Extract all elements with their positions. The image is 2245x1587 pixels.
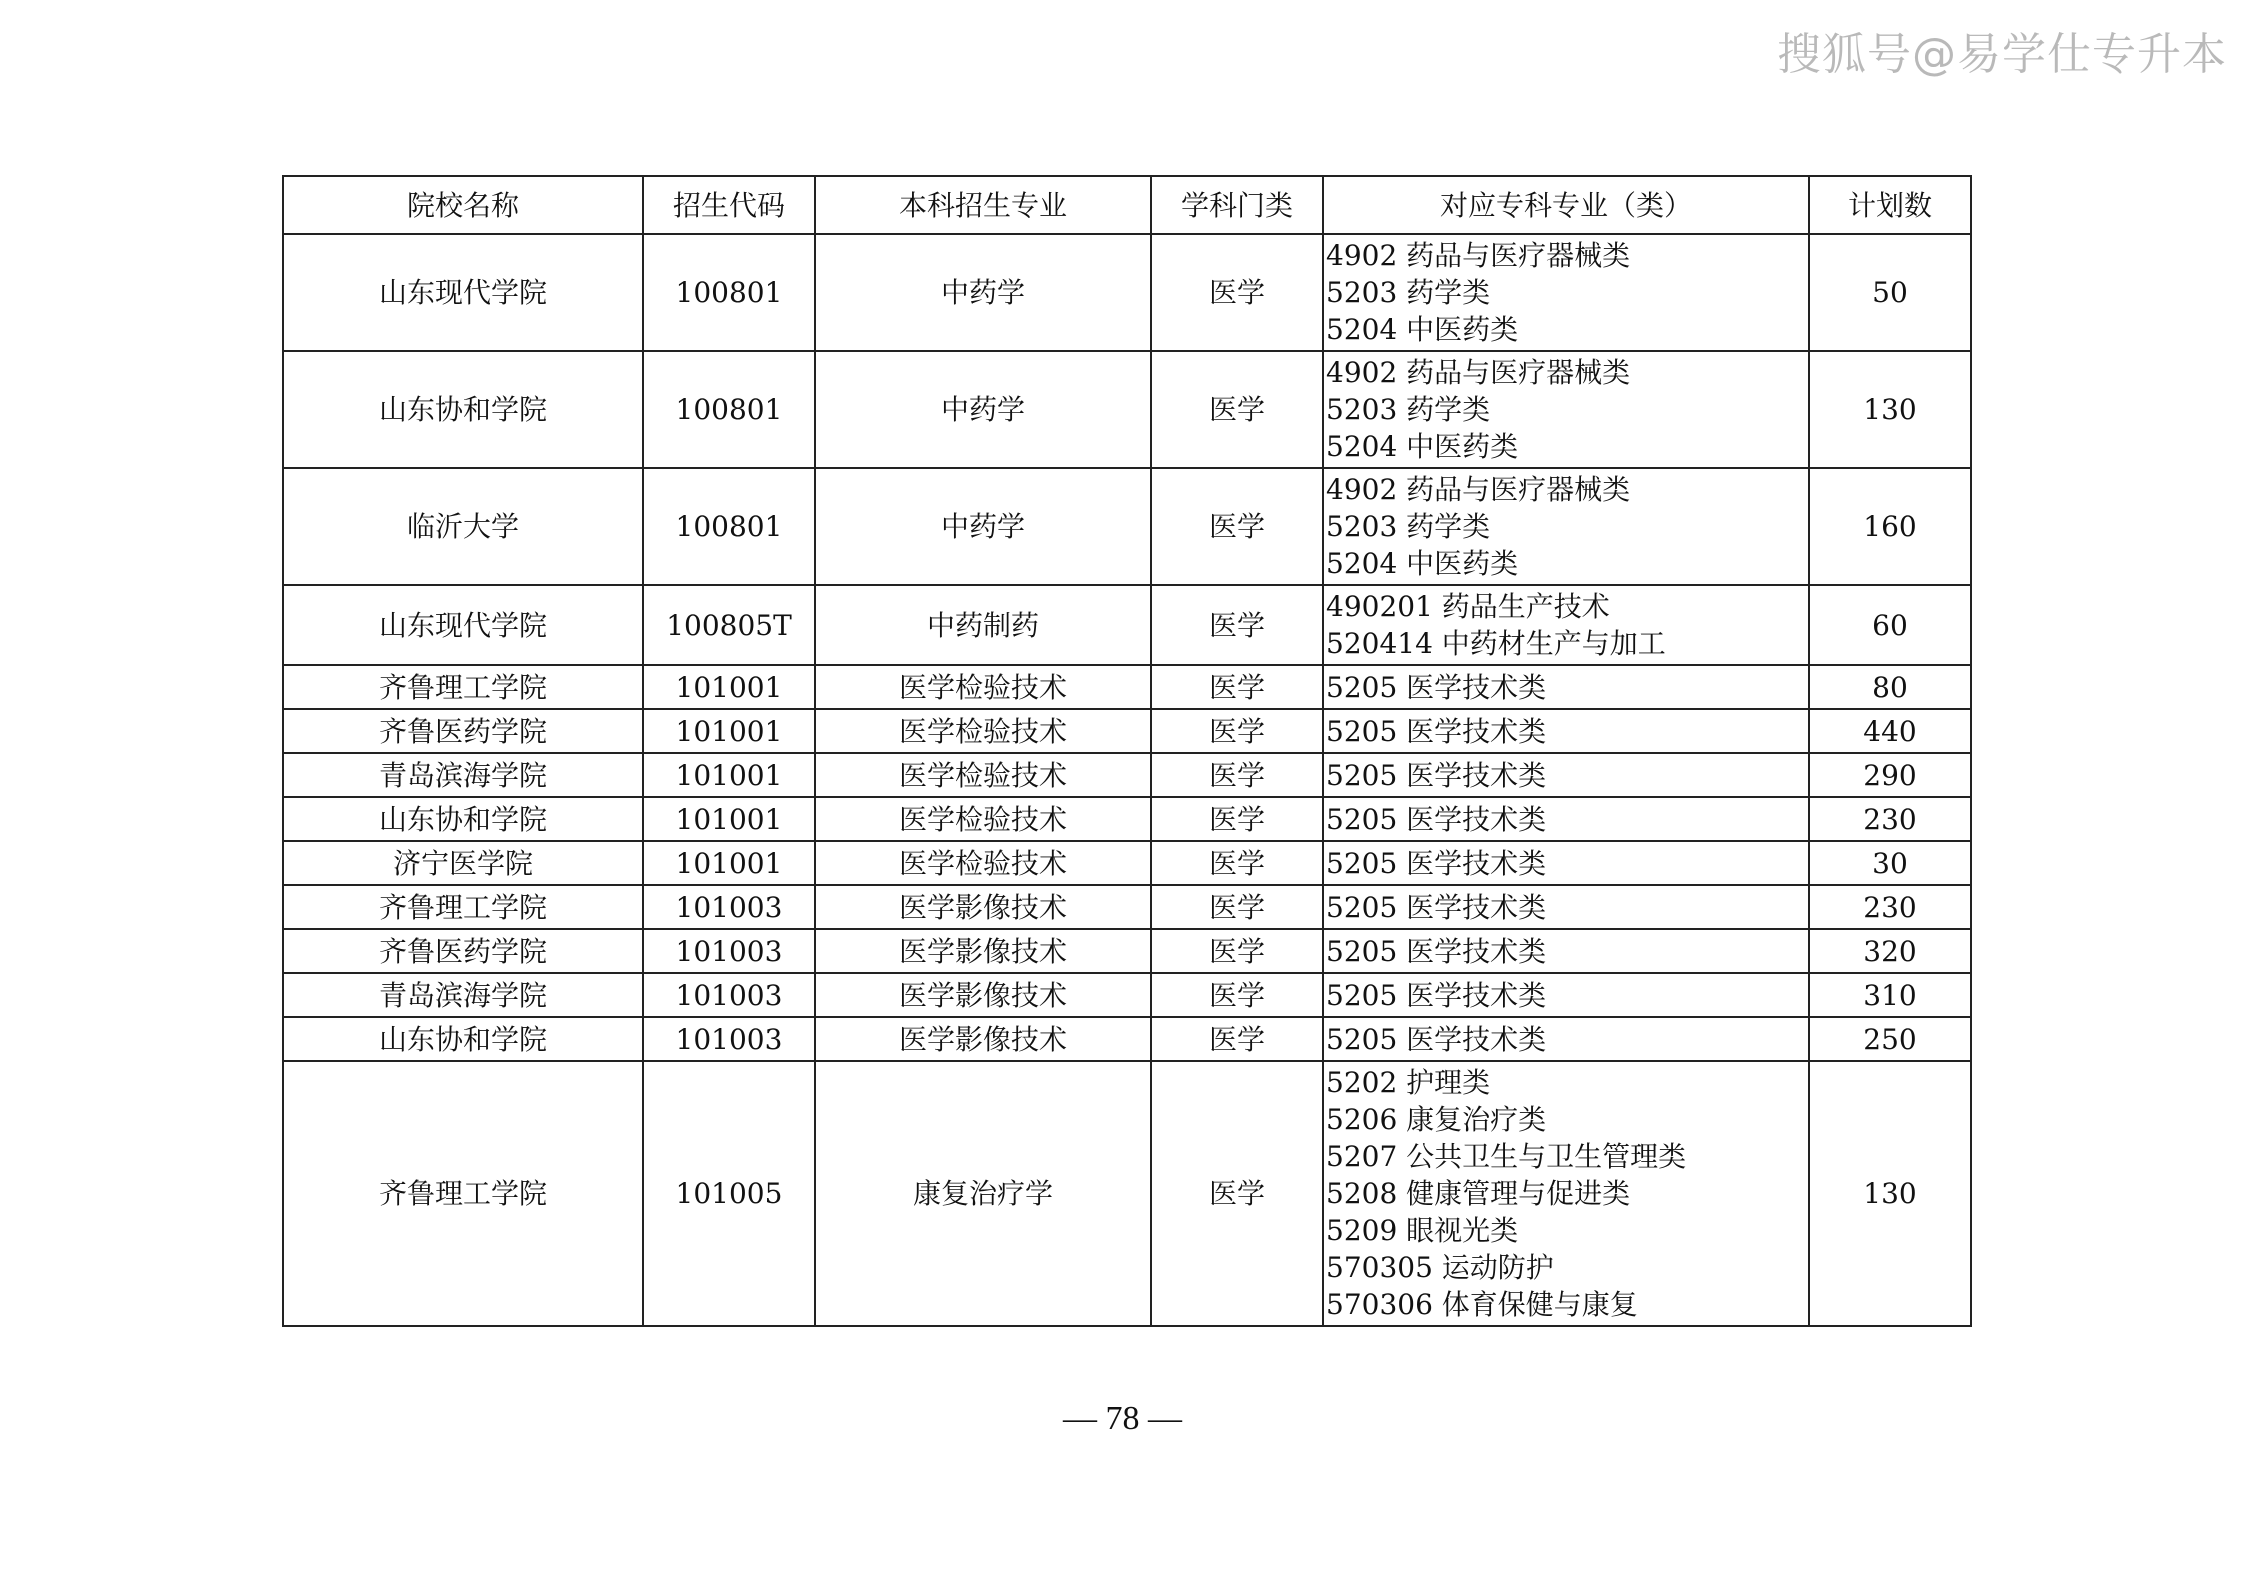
vocational-major-item: 5205 医学技术类	[1326, 846, 1547, 880]
header-plan: 计划数	[1809, 176, 1971, 234]
table-row	[283, 929, 1971, 973]
major-cell: 中药学	[815, 351, 1151, 468]
category-cell: 医学	[1151, 797, 1323, 841]
page-number: — 78 —	[1063, 1400, 1182, 1437]
vocational-majors-cell	[1323, 885, 1809, 929]
vocational-majors-cell	[1323, 797, 1809, 841]
category-cell: 医学	[1151, 709, 1323, 753]
vocational-major-item: 5207 公共卫生与卫生管理类	[1326, 1140, 1687, 1173]
school-cell: 齐鲁医药学院	[283, 929, 643, 973]
code-cell: 101003	[643, 973, 815, 1017]
major-cell: 医学检验技术	[815, 753, 1151, 797]
table-row	[283, 797, 1971, 841]
category-cell: 医学	[1151, 973, 1323, 1017]
vocational-major-item: 5208 健康管理与促进类	[1326, 1177, 1631, 1210]
code-cell: 101001	[643, 753, 815, 797]
school-cell: 齐鲁理工学院	[283, 885, 643, 929]
vocational-major-item: 5203 药学类	[1326, 393, 1491, 426]
plan-cell: 250	[1809, 1017, 1971, 1061]
header-vocational-majors: 对应专科专业（类）	[1323, 176, 1809, 234]
plan-cell: 130	[1809, 351, 1971, 468]
vocational-majors-cell	[1323, 351, 1809, 468]
code-cell: 101003	[643, 1017, 815, 1061]
plan-cell: 310	[1809, 973, 1971, 1017]
table-header-row	[283, 176, 1971, 234]
table-row	[283, 468, 1971, 585]
school-cell: 齐鲁理工学院	[283, 1061, 643, 1326]
vocational-majors-cell	[1323, 709, 1809, 753]
plan-cell: 230	[1809, 885, 1971, 929]
code-cell: 100801	[643, 351, 815, 468]
vocational-major-item: 5203 药学类	[1326, 510, 1491, 543]
code-cell: 101005	[643, 1061, 815, 1326]
code-cell: 100801	[643, 234, 815, 351]
vocational-major-item: 5205 医学技术类	[1326, 1022, 1547, 1056]
vocational-major-item: 570305 运动防护	[1326, 1251, 1554, 1284]
table-row	[283, 1061, 1971, 1326]
vocational-major-item: 570306 体育保健与康复	[1326, 1288, 1638, 1321]
category-cell: 医学	[1151, 753, 1323, 797]
school-cell: 山东协和学院	[283, 797, 643, 841]
table-row	[283, 351, 1971, 468]
category-cell: 医学	[1151, 468, 1323, 585]
code-cell: 100805T	[643, 585, 815, 665]
vocational-major-item: 4902 药品与医疗器械类	[1326, 473, 1631, 506]
enrollment-table	[282, 175, 1972, 1327]
code-cell: 101003	[643, 929, 815, 973]
major-cell: 中药学	[815, 234, 1151, 351]
vocational-major-item: 520414 中药材生产与加工	[1326, 627, 1666, 660]
major-cell: 中药制药	[815, 585, 1151, 665]
header-code: 招生代码	[643, 176, 815, 234]
vocational-major-item: 4902 药品与医疗器械类	[1326, 239, 1631, 272]
vocational-major-item: 5205 医学技术类	[1326, 978, 1547, 1012]
plan-cell: 30	[1809, 841, 1971, 885]
vocational-major-item: 490201 药品生产技术	[1326, 590, 1610, 623]
major-cell: 医学影像技术	[815, 973, 1151, 1017]
school-cell: 山东现代学院	[283, 234, 643, 351]
major-cell: 中药学	[815, 468, 1151, 585]
category-cell: 医学	[1151, 351, 1323, 468]
table-row	[283, 234, 1971, 351]
table-row	[283, 973, 1971, 1017]
major-cell: 康复治疗学	[815, 1061, 1151, 1326]
category-cell: 医学	[1151, 885, 1323, 929]
plan-cell: 50	[1809, 234, 1971, 351]
major-cell: 医学影像技术	[815, 1017, 1151, 1061]
table-row	[283, 1017, 1971, 1061]
vocational-major-item: 5205 医学技术类	[1326, 670, 1547, 704]
vocational-majors-cell	[1323, 665, 1809, 709]
vocational-major-item: 5205 医学技术类	[1326, 802, 1547, 836]
major-cell: 医学影像技术	[815, 885, 1151, 929]
plan-cell: 440	[1809, 709, 1971, 753]
vocational-majors-cell	[1323, 929, 1809, 973]
vocational-majors-cell	[1323, 841, 1809, 885]
vocational-majors-cell	[1323, 1061, 1809, 1326]
table-row	[283, 665, 1971, 709]
school-cell: 青岛滨海学院	[283, 973, 643, 1017]
vocational-major-item: 5203 药学类	[1326, 276, 1491, 309]
vocational-major-item: 5205 医学技术类	[1326, 714, 1547, 748]
school-cell: 山东协和学院	[283, 351, 643, 468]
table-row	[283, 585, 1971, 665]
plan-cell: 230	[1809, 797, 1971, 841]
plan-cell: 290	[1809, 753, 1971, 797]
major-cell: 医学检验技术	[815, 665, 1151, 709]
major-cell: 医学检验技术	[815, 797, 1151, 841]
major-cell: 医学影像技术	[815, 929, 1151, 973]
category-cell: 医学	[1151, 234, 1323, 351]
school-cell: 青岛滨海学院	[283, 753, 643, 797]
vocational-major-item: 5202 护理类	[1326, 1066, 1491, 1099]
vocational-majors-cell	[1323, 585, 1809, 665]
vocational-majors-cell	[1323, 753, 1809, 797]
vocational-major-item: 5205 医学技术类	[1326, 758, 1547, 792]
plan-cell: 160	[1809, 468, 1971, 585]
category-cell: 医学	[1151, 841, 1323, 885]
code-cell: 101003	[643, 885, 815, 929]
school-cell: 山东协和学院	[283, 1017, 643, 1061]
code-cell: 100801	[643, 468, 815, 585]
header-category: 学科门类	[1151, 176, 1323, 234]
code-cell: 101001	[643, 665, 815, 709]
plan-cell: 80	[1809, 665, 1971, 709]
school-cell: 齐鲁医药学院	[283, 709, 643, 753]
category-cell: 医学	[1151, 1061, 1323, 1326]
code-cell: 101001	[643, 797, 815, 841]
school-cell: 齐鲁理工学院	[283, 665, 643, 709]
table-row	[283, 885, 1971, 929]
vocational-majors-cell	[1323, 468, 1809, 585]
plan-cell: 60	[1809, 585, 1971, 665]
major-cell: 医学检验技术	[815, 709, 1151, 753]
code-cell: 101001	[643, 841, 815, 885]
table-row	[283, 709, 1971, 753]
school-cell: 山东现代学院	[283, 585, 643, 665]
table-row	[283, 841, 1971, 885]
table-row	[283, 753, 1971, 797]
vocational-majors-cell	[1323, 234, 1809, 351]
plan-cell: 130	[1809, 1061, 1971, 1326]
category-cell: 医学	[1151, 929, 1323, 973]
vocational-major-item: 5204 中医药类	[1326, 430, 1519, 463]
vocational-major-item: 5204 中医药类	[1326, 313, 1519, 346]
vocational-major-item: 4902 药品与医疗器械类	[1326, 356, 1631, 389]
category-cell: 医学	[1151, 585, 1323, 665]
table-body	[283, 234, 1971, 1326]
vocational-majors-cell	[1323, 973, 1809, 1017]
school-cell: 济宁医学院	[283, 841, 643, 885]
vocational-majors-cell	[1323, 1017, 1809, 1061]
category-cell: 医学	[1151, 1017, 1323, 1061]
category-cell: 医学	[1151, 665, 1323, 709]
vocational-major-item: 5204 中医药类	[1326, 547, 1519, 580]
school-cell: 临沂大学	[283, 468, 643, 585]
plan-cell: 320	[1809, 929, 1971, 973]
header-school: 院校名称	[283, 176, 643, 234]
vocational-major-item: 5205 医学技术类	[1326, 934, 1547, 968]
code-cell: 101001	[643, 709, 815, 753]
major-cell: 医学检验技术	[815, 841, 1151, 885]
watermark: 搜狐号@易学仕专升本	[1777, 29, 2227, 80]
header-major: 本科招生专业	[815, 176, 1151, 234]
vocational-major-item: 5206 康复治疗类	[1326, 1103, 1547, 1136]
vocational-major-item: 5205 医学技术类	[1326, 890, 1547, 924]
vocational-major-item: 5209 眼视光类	[1326, 1214, 1519, 1247]
